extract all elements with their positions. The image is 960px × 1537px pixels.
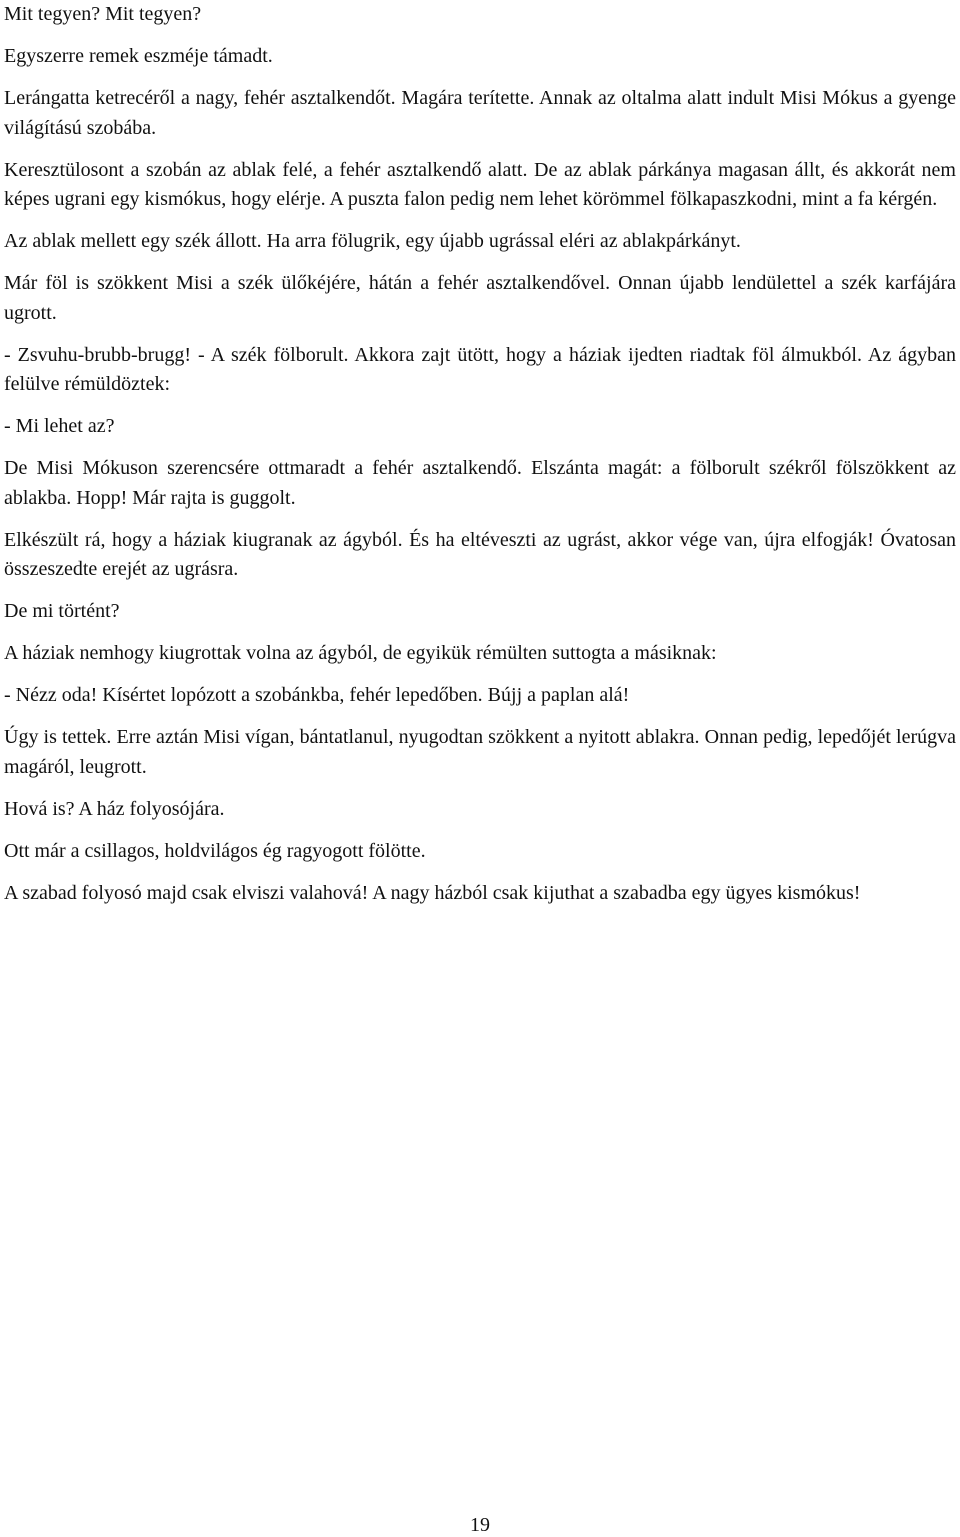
paragraph-6: Már föl is szökkent Misi a szék ülőkéjére, hátán a fehér asztalkendővel. Onnan újabb lendülettel a szék karfájára ugrott. — [4, 272, 956, 324]
paragraph-9: De Misi Mókuson szerencsére ottmaradt a fehér asztalkendő. Elszánta magát: a fölborult székről fölszökkent az ablakba. Hopp! Már rajta is guggolt. — [4, 457, 956, 509]
page-number: 19 — [470, 1514, 490, 1536]
paragraph-17: A szabad folyosó majd csak elviszi valahová! A nagy házból csak kijuthat a szabadba egy ügyes kismókus! — [4, 881, 861, 904]
paragraph-5: Az ablak mellett egy szék állott. Ha arra fölugrik, egy újabb ugrással eléri az ablakpárkányt. — [4, 230, 741, 252]
paragraph-13: - Nézz oda! Kísértet lopózott a szobánkba, fehér lepedőben. Bújj a paplan alá! — [4, 684, 630, 706]
document-body — [4, 0, 956, 908]
paragraph-3: Lerángatta ketrecéről a nagy, fehér asztalkendőt. Magára terítette. Annak az oltalma alatt indult Misi Mókus a gyenge világítású szobába. — [4, 87, 956, 139]
paragraph-10: Elkészült rá, hogy a háziak kiugranak az ágyból. És ha eltéveszti az ugrást, akkor vége van, újra elfogják! Óvatosan összeszedte erejét az ugrásra. — [4, 528, 956, 580]
paragraph-15: Hová is? A ház folyosójára. — [4, 797, 225, 820]
paragraph-11: De mi történt? — [4, 600, 120, 622]
paragraph-14: Úgy is tettek. Erre aztán Misi vígan, bántatlanul, nyugodtan szökkent a nyitott ablakra. Onnan pedig, lepedőjét lerúgva magáról, leugrott. — [4, 726, 956, 778]
paragraph-7: - Zsvuhu-brubb-brugg! - A szék fölborult. Akkora zajt ütött, hogy a háziak ijedten riadtak föl álmukból. Az ágyban felülve rémüldöztek: — [4, 343, 956, 395]
paragraph-8: - Mi lehet az? — [4, 415, 115, 437]
paragraph-2: Egyszerre remek eszméje támadt. — [4, 45, 273, 67]
paragraph-12: A háziak nemhogy kiugrottak volna az ágyból, de egyikük rémülten suttogta a másiknak: — [4, 642, 717, 664]
paragraph-1: Mit tegyen? Mit tegyen? — [4, 3, 202, 25]
paragraph-4: Keresztülosont a szobán az ablak felé, a fehér asztalkendő alatt. De az ablak párkánya magasan állt, és akkorát nem képes ugrani egy kismókus, hogy elérje. A puszta falon pedig nem lehet körömmel fölkapaszkodni, mint a fa kérgén. — [4, 158, 956, 210]
paragraph-16: Ott már a csillagos, holdvilágos ég ragyogott fölötte. — [4, 839, 426, 862]
